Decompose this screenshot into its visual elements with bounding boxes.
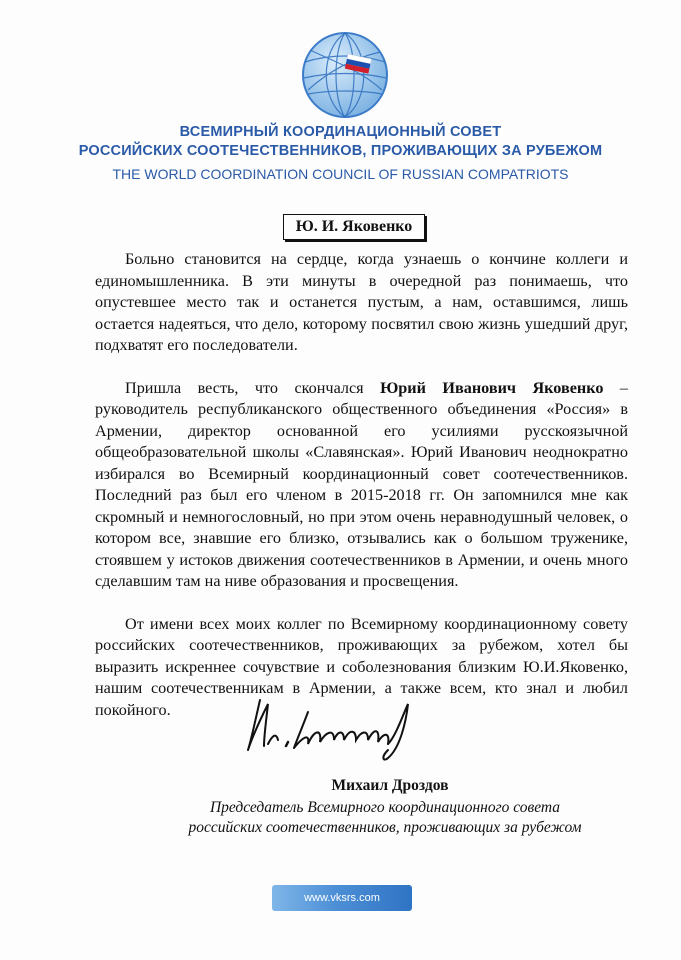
letter-body	[95, 249, 628, 742]
org-name-ru-line2: РОССИЙСКИХ СООТЕЧЕСТВЕННИКОВ, ПРОЖИВАЮЩИХ ЗА РУБЕЖОМ	[78, 143, 603, 159]
paragraph-2-name: Юрий Иванович Яковенко	[380, 378, 604, 397]
signer-position-line1: Председатель Всемирного координационного совета	[209, 799, 561, 816]
paragraph-2	[95, 378, 628, 593]
org-name-ru-line1: ВСЕМИРНЫЙ КООРДИНАЦИОННЫЙ СОВЕТ	[179, 124, 502, 140]
paragraph-1: Больно становится на сердце, когда узнаешь о кончине коллеги и единомышленника. В эти минуты в очередной раз понимаешь, что опустевшее место так и останется пустым, а нам, оставшимся, лишь остается надеяться, что дело, которому посвятил свою жизнь ушедший друг, подхватят его последователи.	[95, 250, 628, 354]
website-link[interactable]: www.vksrs.com	[304, 892, 380, 904]
org-name-en: THE WORLD COORDINATION COUNCIL OF RUSSIAN COMPATRIOTS	[112, 166, 569, 182]
signer-position-line2: российских соотечественников, проживающих за рубежом	[188, 819, 582, 836]
signer-name: Михаил Дроздов	[331, 777, 449, 794]
globe-logo-icon	[300, 30, 390, 120]
subject-name-box: Ю. И. Яковенко	[283, 214, 425, 240]
handwritten-signature	[238, 692, 418, 762]
paragraph-2-intro: Пришла весть, что скончался	[125, 378, 381, 397]
paragraph-2-rest: – руководитель республиканского общественного объединения «Россия» в Армении, директор основанной его усилиями русскоязычной общеобразовательной школы «Славянская». Юрий Иванович неоднократно избирался во Всемирный координационный совет соотечественников. Последний раз был его членом в 2015-2018 гг. Он запомнился мне как скромный и немногословный, но при этом очень неравнодушный человек, о котором все, знавшие его близко, отзывались как о большом труженике, стоявшем у истоков движения соотечественников в Армении, и очень много сделавшим там на ниве образования и просвещения.	[95, 378, 628, 590]
paragraph-3: От имени всех моих коллег по Всемирному координационному совету российских соотечественников, проживающих за рубежом, хотел бы выразить искреннее сочувствие и соболезнования близким Ю.И.Яковенко, нашим соотечественникам в Армении, а также всем, кто знал и любил покойного.	[95, 614, 628, 719]
website-banner	[272, 885, 412, 911]
